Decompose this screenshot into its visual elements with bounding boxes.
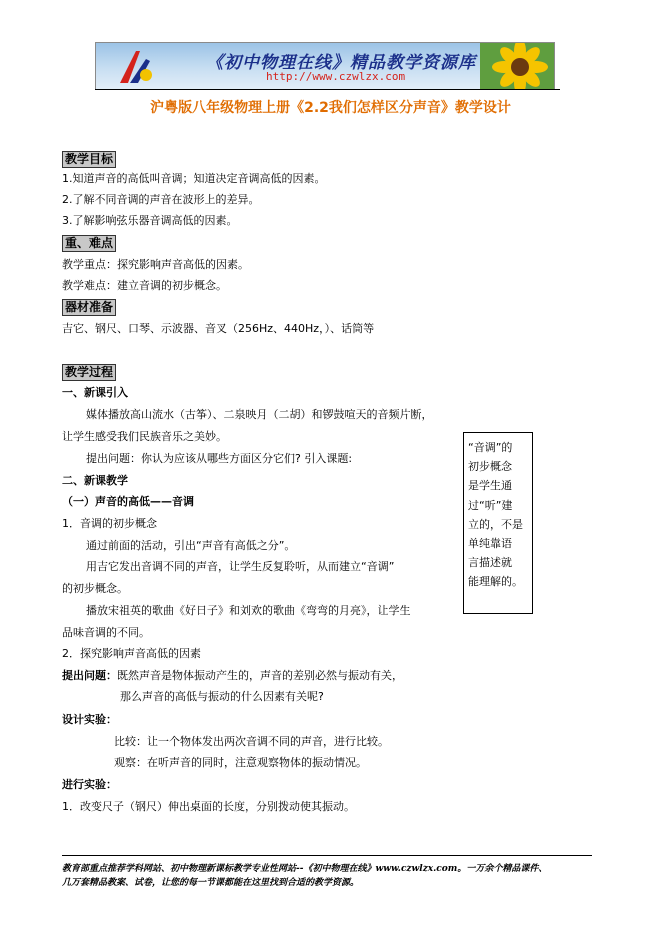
question-text: 既然声音是物体振动产生的，声音的差别必然与振动有关， (117, 669, 403, 682)
part2-title: 二、新课教学 (62, 474, 128, 487)
footer-line: 教育部重点推荐学科网站、初中物理新课标教学专业性网站--《初中物理在线》www.czwlzx.com。一万余个精品课件、 (62, 864, 548, 874)
design-label: 设计实验： (62, 713, 117, 726)
footer-divider (62, 855, 592, 856)
side-note-line: “音调”的 (468, 441, 513, 454)
side-note-line: 是学生通 (468, 479, 512, 493)
sunflower-icon (480, 42, 555, 90)
footer-line: 几万套精品教案、试卷，让您的每一节课都能在这里找到合适的教学资源。 (62, 878, 360, 888)
goal-item: 2.了解不同音调的声音在波形上的差异。 (62, 193, 260, 206)
item2-title: 2．探究影响声音高低的因素 (62, 647, 201, 660)
part1-title: 一、新课引入 (62, 386, 128, 399)
key-point-item: 教学难点：建立音调的初步概念。 (62, 279, 227, 292)
goal-item: 3.了解影响弦乐器音调高低的因素。 (62, 214, 238, 227)
item1-text: 品味音调的不同。 (62, 626, 150, 639)
item1-text: 通过前面的活动，引出“声音有高低之分”。 (86, 539, 296, 552)
item1-text: 的初步概念。 (62, 582, 128, 595)
subsection-title: （一）声音的高低——音调 (62, 495, 194, 508)
side-note-line: 单纯靠语 (468, 537, 512, 551)
key-point-item: 教学重点：探究影响声音高低的因素。 (62, 258, 249, 271)
question-line (62, 669, 403, 683)
question-text: 那么声音的高低与振动的什么因素有关呢? (120, 690, 324, 703)
question-label: 提出问题： (62, 669, 117, 682)
side-note-line: 初步概念 (468, 460, 512, 474)
item1-text: 播放宋祖英的歌曲《好日子》和刘欢的歌曲《弯弯的月亮》，让学生 (86, 604, 411, 617)
banner-url[interactable]: http://www.czwlzx.com (266, 70, 406, 83)
logo-icon (116, 45, 156, 87)
header-banner (95, 42, 555, 90)
side-note (463, 432, 533, 614)
equipment-list: 吉它、钢尺、口琴、示波器、音叉（256Hz、440Hz，）、话筒等 (62, 322, 375, 335)
heading-goals: 教学目标 (62, 151, 116, 168)
footer (62, 862, 602, 890)
side-note-line: 过“听”建 (468, 498, 513, 512)
part1-question: 提出问题：你认为应该从哪些方面区分它们? 引入课题: (86, 452, 353, 465)
conduct-label: 进行实验： (62, 778, 117, 791)
design-text: 比较：让一个物体发出两次音调不同的声音，进行比较。 (114, 735, 389, 748)
side-note-line: 言描述就 (468, 556, 512, 570)
item1-text: 用吉它发出音调不同的声音，让学生反复聆听，从而建立“音调” (86, 560, 395, 573)
conduct-text: 1．改变尺子（钢尺）伸出桌面的长度，分别拨动使其振动。 (62, 800, 355, 813)
part1-text: 让学生感受我们民族音乐之美妙。 (62, 430, 227, 443)
design-text: 观察：在听声音的同时，注意观察物体的振动情况。 (114, 756, 367, 769)
item1-title: 1．音调的初步概念 (62, 517, 157, 530)
side-note-line: 能理解的。 (468, 575, 523, 589)
heading-key-points: 重、难点 (62, 235, 116, 252)
part1-text: 媒体播放高山流水（古筝）、二泉映月（二胡）和锣鼓喧天的音频片断， (86, 408, 433, 421)
heading-equipment: 器材准备 (62, 299, 116, 316)
side-note-line: 立的，不是 (468, 517, 523, 531)
heading-process: 教学过程 (62, 364, 116, 381)
goal-item: 1.知道声音的高低叫音调；知道决定音调高低的因素。 (62, 172, 326, 185)
banner-title: 《初中物理在线》精品教学资源库 (206, 53, 476, 73)
document-title: 沪粤版八年级物理上册《2.2我们怎样区分声音》教学设计 (150, 100, 511, 116)
top-divider (95, 89, 560, 90)
